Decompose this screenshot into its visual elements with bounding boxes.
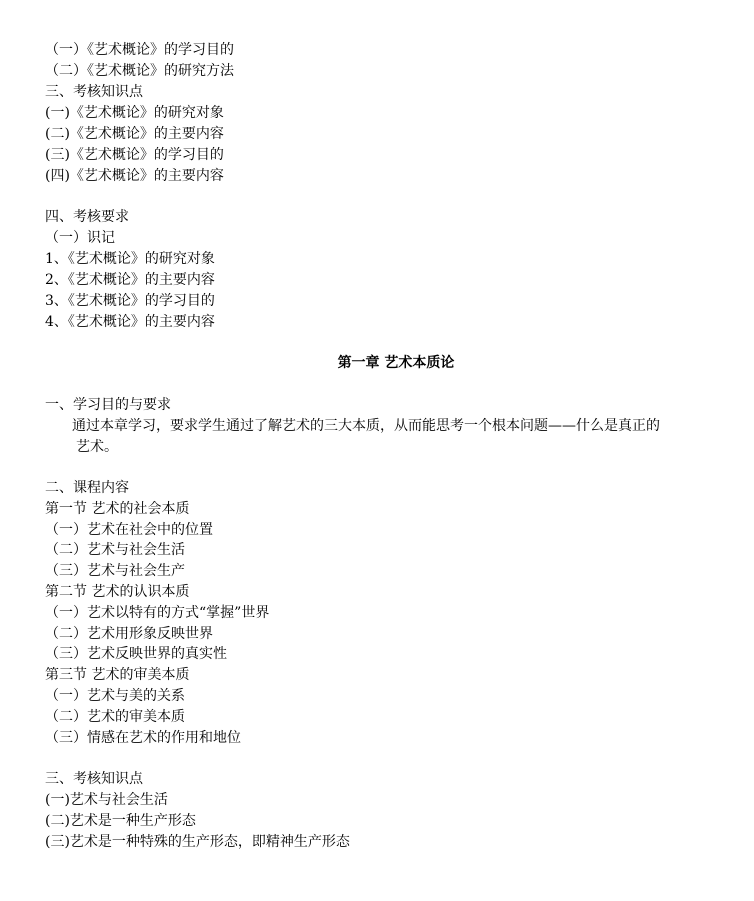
list-item: （二）《艺术概论》的研究方法 [45,63,234,79]
list-item: （二）艺术与社会生活 [45,542,185,558]
list-item: （二）艺术的审美本质 [45,709,185,725]
paragraph-line: 通过本章学习，要求学生通过了解艺术的三大本质，从而能思考一个根本问题——什么是真正的 [72,418,660,434]
list-item: （三）艺术反映世界的真实性 [45,646,227,662]
list-item: （三）艺术与社会生产 [45,563,185,579]
section-heading: 三、考核知识点 [45,84,143,100]
subsection-heading: 第一节 艺术的社会本质 [45,501,190,517]
list-item: (四)《艺术概论》的主要内容 [45,168,224,184]
list-item: （一）艺术在社会中的位置 [45,522,213,538]
subsection-heading: 第二节 艺术的认识本质 [45,584,190,600]
list-item: （三）情感在艺术的作用和地位 [45,730,241,746]
list-item: （一）《艺术概论》的学习目的 [45,42,234,58]
list-item: (二)艺术是一种生产形态 [45,813,196,829]
list-item: （一）艺术与美的关系 [45,688,185,704]
list-item: (一)《艺术概论》的研究对象 [45,105,224,121]
list-item: 4、《艺术概论》的主要内容 [45,314,215,330]
list-item: (二)《艺术概论》的主要内容 [45,126,224,142]
paragraph-line: 艺术。 [76,439,118,455]
section-heading: 二、课程内容 [45,480,129,496]
list-item: 3、《艺术概论》的学习目的 [45,293,215,309]
subsection-heading: （一）识记 [45,230,115,246]
list-item: 1、《艺术概论》的研究对象 [45,251,215,267]
section-heading: 四、考核要求 [45,209,129,225]
list-item: 2、《艺术概论》的主要内容 [45,272,215,288]
section-heading: 三、考核知识点 [45,771,143,787]
list-item: （一）艺术以特有的方式“掌握”世界 [45,605,270,621]
list-item: (三)《艺术概论》的学习目的 [45,147,224,163]
section-heading: 一、学习目的与要求 [45,397,171,413]
list-item: (三)艺术是一种特殊的生产形态，即精神生产形态 [45,834,350,850]
list-item: （二）艺术用形象反映世界 [45,626,213,642]
chapter-title: 第一章 艺术本质论 [337,355,455,371]
subsection-heading: 第三节 艺术的审美本质 [45,667,190,683]
list-item: (一)艺术与社会生活 [45,792,168,808]
